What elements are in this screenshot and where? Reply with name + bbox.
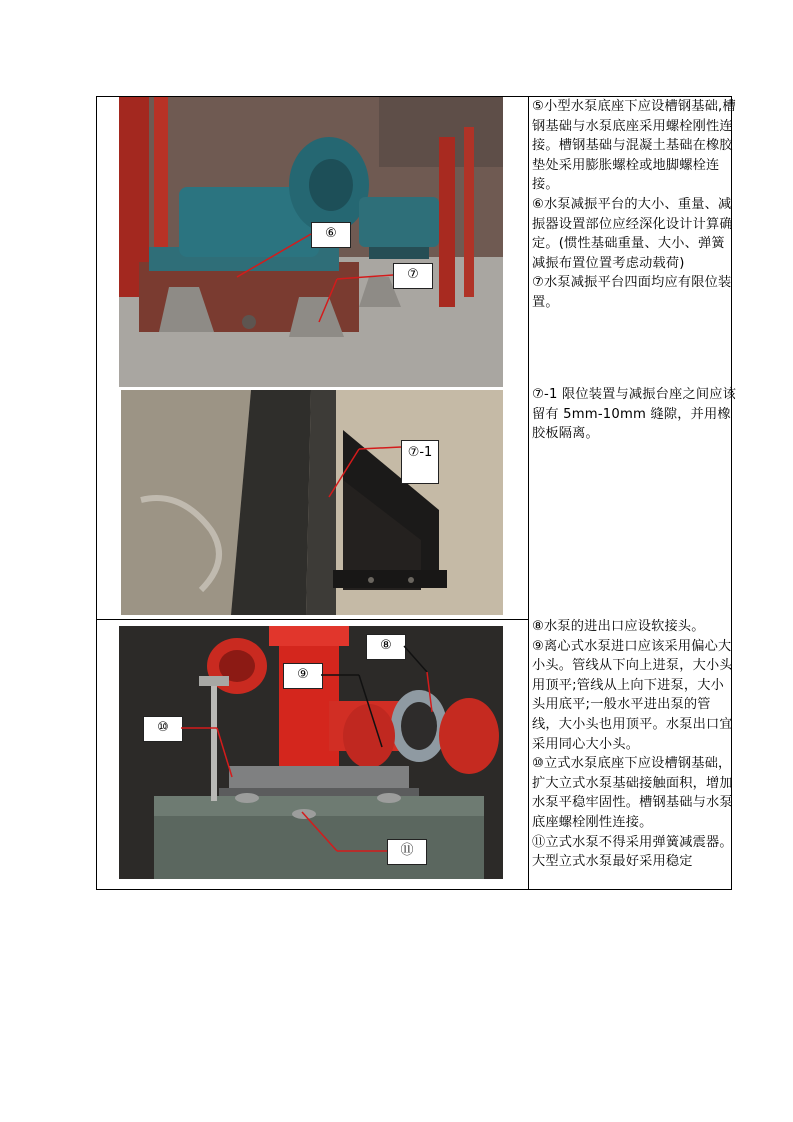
- notes-block-1: [529, 97, 736, 313]
- callout-9: ⑨: [283, 663, 323, 689]
- callout-10: ⑩: [143, 716, 183, 742]
- note-10: ⑩立式水泵底座下应设槽钢基础，扩大立式水泵基础接触面积，增加水泵平稳牢固性。槽钢基础与水泵底座螺栓刚性连接。: [532, 756, 733, 830]
- callout-lines-photo1: [97, 97, 528, 387]
- note-7-1: ⑦-1 限位装置与减振台座之间应该留有 5mm-10mm 缝隙，并用橡胶板隔离。: [532, 387, 736, 442]
- content-table: [96, 96, 736, 890]
- callout-7: ⑦: [393, 263, 433, 289]
- note-7: ⑦水泵减振平台四面均应有限位装置。: [532, 275, 732, 310]
- note-5: ⑤小型水泵底座下应设槽钢基础,槽钢基础与水泵底座采用螺栓刚性连接。槽钢基础与混凝土基础在橡胶垫处采用膨胀螺栓或地脚螺栓连接。: [532, 99, 736, 193]
- notes-block-2: [529, 385, 736, 444]
- callout-11: ⑪: [387, 839, 427, 865]
- callout-6: ⑥: [311, 222, 351, 248]
- note-9: ⑨离心式水泵进口应该采用偏心大小头。管线从下向上进泵，大小头用顶平;管线从上向下进泵，大小头用底平;一般水平进出泵的管线，大小头也用顶平。水泵出口宜采用同心大小头。: [532, 638, 733, 752]
- callout-8: ⑧: [366, 634, 406, 660]
- note-6: ⑥水泵减振平台的大小、重量、减振器设置部位应经深化设计计算确定。(惯性基础重量、大小、弹簧减振布置位置考虑动载荷): [532, 196, 733, 271]
- callout-lines-photo2: [97, 387, 528, 617]
- note-11: ⑪立式水泵不得采用弹簧减震器。大型立式水泵最好采用稳定: [532, 834, 733, 870]
- callout-7-1: ⑦-1: [401, 440, 439, 484]
- notes-block-3: [529, 617, 736, 872]
- note-8: ⑧水泵的进出口应设软接头。: [532, 619, 705, 634]
- callout-lines-photo3: [97, 617, 528, 887]
